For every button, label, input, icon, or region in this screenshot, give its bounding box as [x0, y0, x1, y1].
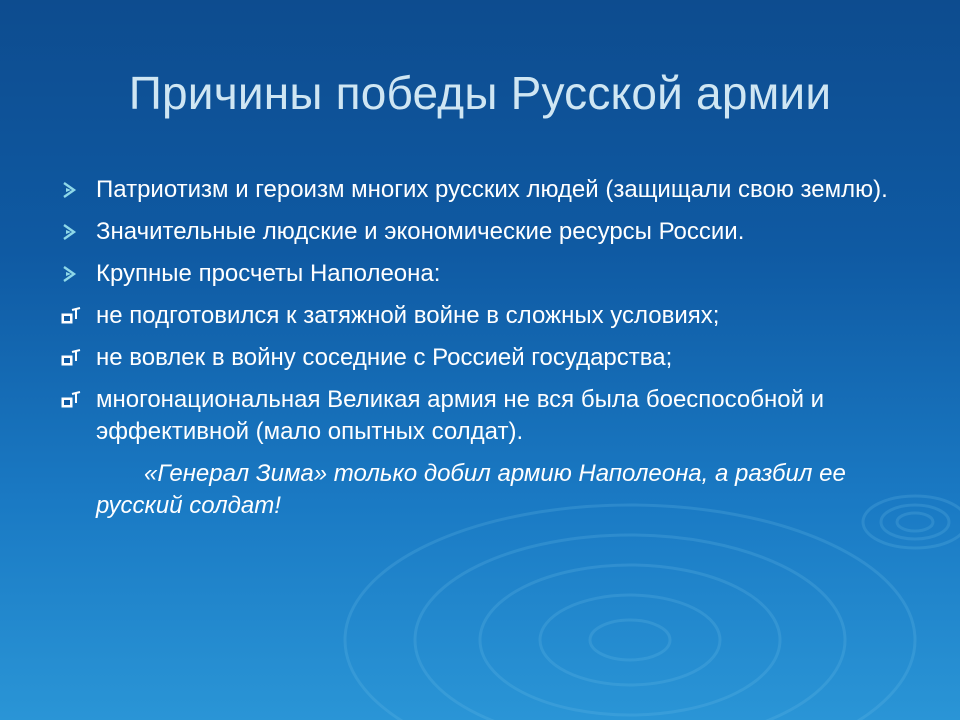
- bullet-text: Крупные просчеты Наполеона:: [96, 260, 441, 287]
- bullet-text: Значительные людские и экономические ресурсы России.: [96, 218, 745, 245]
- window-bullet-icon: [60, 389, 82, 411]
- bullet-text: Патриотизм и героизм многих русских людей (защищали свою землю).: [96, 176, 888, 203]
- window-bullet-icon: [60, 305, 82, 327]
- bullet-item: [60, 258, 920, 290]
- bullet-text: многонациональная Великая армия не вся была боеспособной и эффективной (мало опытных солдат).: [96, 386, 825, 445]
- window-bullet-icon: [60, 347, 82, 369]
- bullet-item: [60, 174, 920, 206]
- bullet-text: не вовлек в войну соседние с Россией государства;: [96, 344, 673, 371]
- sub-bullet-item: [60, 300, 920, 332]
- bullet-item: [60, 216, 920, 248]
- closing-quote: [60, 458, 920, 522]
- quote-text: «Генерал Зима» только добил армию Наполеона, а разбил ее русский солдат!: [96, 460, 846, 519]
- slide-body: [60, 174, 920, 522]
- arrow-bullet-icon: [60, 221, 82, 243]
- sub-bullet-item: [60, 384, 920, 448]
- bullet-text: не подготовился к затяжной войне в сложных условиях;: [96, 302, 720, 329]
- sub-bullet-item: [60, 342, 920, 374]
- arrow-bullet-icon: [60, 263, 82, 285]
- slide-title: Причины победы Русской армии: [128, 67, 832, 119]
- arrow-bullet-icon: [60, 179, 82, 201]
